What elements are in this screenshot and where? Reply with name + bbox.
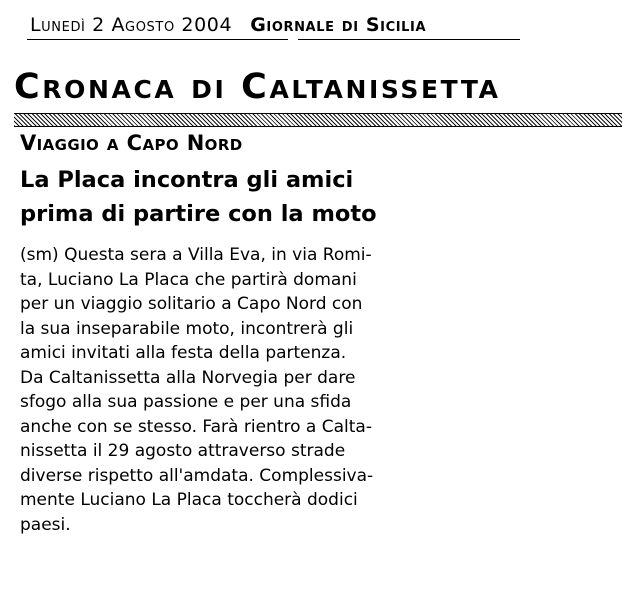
headline-line: prima di partire con la moto [20, 201, 377, 227]
body-line: Da Caltanissetta alla Norvegia per dare [20, 367, 356, 388]
body-line: diverse rispetto all'amdata. Complessiva- [20, 465, 374, 486]
body-line: sfogo alla sua passione e per una sfida [20, 392, 352, 412]
article-body [20, 243, 450, 537]
body-line: (sm) Questa sera a Villa Eva, in via Romi- [20, 245, 372, 265]
headline-line: La Placa incontra gli amici [20, 167, 354, 193]
issue-date: Lunedì 2 Agosto 2004 [30, 14, 233, 36]
body-line: nissetta il 29 agosto attraverso strade [20, 441, 346, 461]
body-line: la sua inseparabile moto, incontrerà gli [20, 318, 354, 339]
masthead-divider [27, 39, 288, 40]
article-kicker: Viaggio a Capo Nord [20, 131, 243, 155]
body-line: anche con se stesso. Farà rientro a Calta- [20, 416, 372, 437]
section-hatch-band [14, 113, 622, 127]
masthead-divider-right [298, 39, 520, 40]
body-line: mente Luciano La Placa toccherà dodici [20, 490, 358, 510]
body-line: paesi. [20, 514, 71, 535]
body-line: per un viaggio solitario a Capo Nord con [20, 294, 363, 314]
newspaper-name: Giornale di Sicilia [250, 14, 427, 36]
body-line: ta, Luciano La Placa che partirà domani [20, 269, 357, 290]
section-title: Cronaca di Caltanissetta [14, 67, 501, 107]
article-headline [20, 163, 440, 231]
body-line: amici invitati alla festa della partenza. [20, 343, 347, 363]
